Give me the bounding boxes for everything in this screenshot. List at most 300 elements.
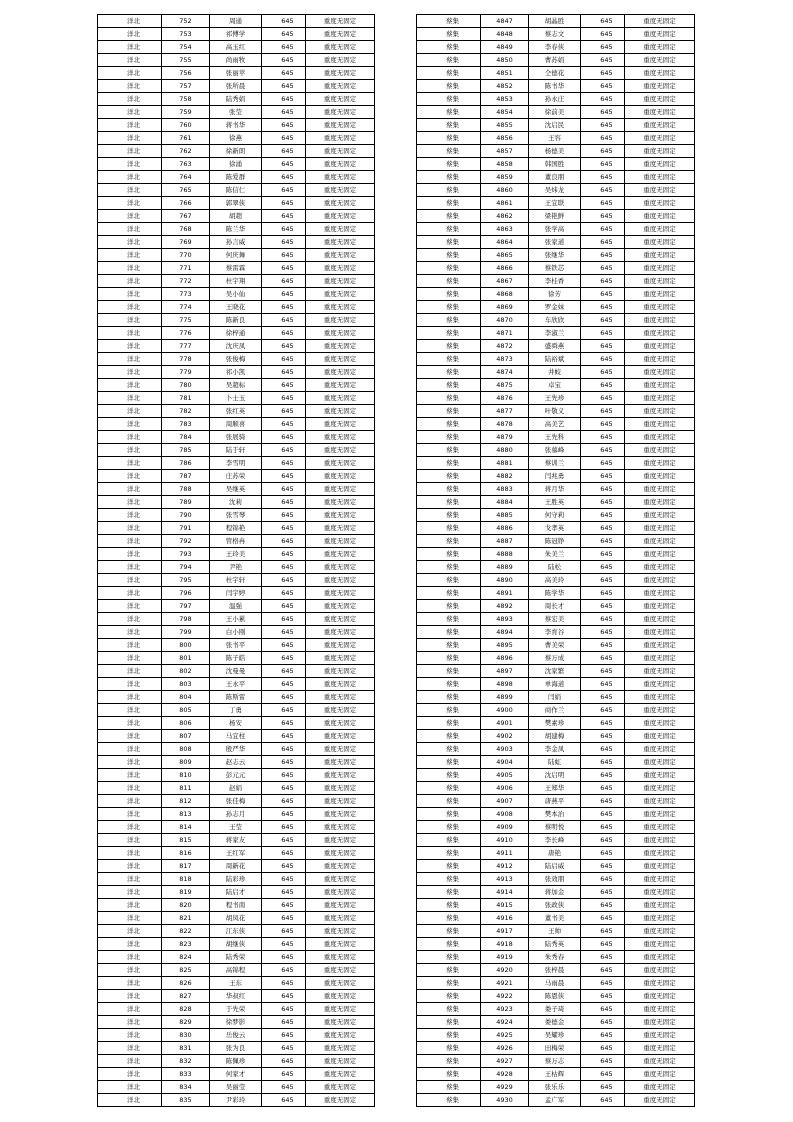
table-row <box>417 951 695 964</box>
number-cell: 814 <box>162 821 210 834</box>
person-name-cell: 吴小仙 <box>210 288 262 301</box>
status-cell: 重度无固定 <box>625 1016 695 1029</box>
duration-cell: 645 <box>262 574 306 587</box>
number-cell: 4905 <box>481 769 529 782</box>
duration-cell: 645 <box>581 288 625 301</box>
duration-cell: 645 <box>262 600 306 613</box>
region-cell: 蔡集 <box>417 964 481 977</box>
status-cell: 重度无固定 <box>306 756 375 769</box>
person-name-cell: 张效朋 <box>529 873 581 886</box>
person-name-cell: 李育谷 <box>529 626 581 639</box>
region-cell: 洋北 <box>98 41 162 54</box>
person-name-cell: 蒋书华 <box>210 119 262 132</box>
status-cell: 重度无固定 <box>625 132 695 145</box>
duration-cell: 645 <box>581 574 625 587</box>
region-cell: 洋北 <box>98 223 162 236</box>
person-name-cell: 叶敬义 <box>529 405 581 418</box>
region-cell: 洋北 <box>98 93 162 106</box>
person-name-cell: 温强 <box>210 600 262 613</box>
duration-cell: 645 <box>581 925 625 938</box>
status-cell: 重度无固定 <box>625 990 695 1003</box>
roster-table-left <box>97 14 375 1107</box>
region-cell: 蔡集 <box>417 977 481 990</box>
number-cell: 788 <box>162 483 210 496</box>
duration-cell: 645 <box>262 769 306 782</box>
number-cell: 812 <box>162 795 210 808</box>
table-row <box>98 912 375 925</box>
person-name-cell: 杜宇翔 <box>210 275 262 288</box>
number-cell: 784 <box>162 431 210 444</box>
number-cell: 4929 <box>481 1081 529 1094</box>
table-row <box>417 587 695 600</box>
person-name-cell: 唐艳 <box>529 847 581 860</box>
number-cell: 795 <box>162 574 210 587</box>
person-name-cell: 单海道 <box>529 678 581 691</box>
duration-cell: 645 <box>262 1003 306 1016</box>
number-cell: 780 <box>162 379 210 392</box>
number-cell: 4925 <box>481 1029 529 1042</box>
number-cell: 4889 <box>481 561 529 574</box>
person-name-cell: 王枯辉 <box>529 1068 581 1081</box>
table-row <box>417 301 695 314</box>
region-cell: 洋北 <box>98 197 162 210</box>
region-cell: 洋北 <box>98 275 162 288</box>
number-cell: 754 <box>162 41 210 54</box>
number-cell: 4920 <box>481 964 529 977</box>
duration-cell: 645 <box>262 275 306 288</box>
status-cell: 重度无固定 <box>306 1055 375 1068</box>
person-name-cell: 沈莉 <box>210 496 262 509</box>
table-row <box>98 509 375 522</box>
number-cell: 813 <box>162 808 210 821</box>
number-cell: 830 <box>162 1029 210 1042</box>
status-cell: 重度无固定 <box>625 288 695 301</box>
duration-cell: 645 <box>262 899 306 912</box>
region-cell: 蔡集 <box>417 834 481 847</box>
number-cell: 4928 <box>481 1068 529 1081</box>
person-name-cell: 陆秀英 <box>529 938 581 951</box>
number-cell: 816 <box>162 847 210 860</box>
duration-cell: 645 <box>262 288 306 301</box>
region-cell: 洋北 <box>98 262 162 275</box>
duration-cell: 645 <box>581 977 625 990</box>
status-cell: 重度无固定 <box>306 223 375 236</box>
status-cell: 重度无固定 <box>306 28 375 41</box>
person-name-cell: 王玲美 <box>210 548 262 561</box>
region-cell: 洋北 <box>98 535 162 548</box>
duration-cell: 645 <box>581 652 625 665</box>
region-cell: 洋北 <box>98 301 162 314</box>
status-cell: 重度无固定 <box>306 54 375 67</box>
person-name-cell: 白小刚 <box>210 626 262 639</box>
status-cell: 重度无固定 <box>306 431 375 444</box>
number-cell: 4901 <box>481 717 529 730</box>
duration-cell: 645 <box>262 886 306 899</box>
table-row <box>98 795 375 808</box>
person-name-cell: 田梅荣 <box>529 1042 581 1055</box>
status-cell: 重度无固定 <box>625 236 695 249</box>
person-name-cell: 何庆舞 <box>210 249 262 262</box>
status-cell: 重度无固定 <box>625 821 695 834</box>
duration-cell: 645 <box>262 93 306 106</box>
table-row <box>417 54 695 67</box>
person-name-cell: 蔡宏美 <box>529 613 581 626</box>
table-row <box>98 28 375 41</box>
person-name-cell: 陆裕斌 <box>529 353 581 366</box>
status-cell: 重度无固定 <box>625 912 695 925</box>
table-row <box>417 574 695 587</box>
number-cell: 799 <box>162 626 210 639</box>
table-row <box>98 496 375 509</box>
region-cell: 蔡集 <box>417 223 481 236</box>
duration-cell: 645 <box>262 548 306 561</box>
table-row <box>98 964 375 977</box>
number-cell: 815 <box>162 834 210 847</box>
status-cell: 重度无固定 <box>625 28 695 41</box>
region-cell: 蔡集 <box>417 730 481 743</box>
number-cell: 4894 <box>481 626 529 639</box>
status-cell: 重度无固定 <box>306 743 375 756</box>
status-cell: 重度无固定 <box>625 600 695 613</box>
status-cell: 重度无固定 <box>625 587 695 600</box>
status-cell: 重度无固定 <box>306 1016 375 1029</box>
duration-cell: 645 <box>262 106 306 119</box>
table-row <box>417 1016 695 1029</box>
table-row <box>98 470 375 483</box>
number-cell: 4858 <box>481 158 529 171</box>
person-name-cell: 高美艺 <box>529 418 581 431</box>
region-cell: 蔡集 <box>417 67 481 80</box>
number-cell: 774 <box>162 301 210 314</box>
status-cell: 重度无固定 <box>625 977 695 990</box>
table-row <box>98 691 375 704</box>
number-cell: 796 <box>162 587 210 600</box>
person-name-cell: 张所晨 <box>210 80 262 93</box>
duration-cell: 645 <box>262 990 306 1003</box>
status-cell: 重度无固定 <box>306 808 375 821</box>
region-cell: 洋北 <box>98 1068 162 1081</box>
region-cell: 蔡集 <box>417 171 481 184</box>
person-name-cell: 蔡明悦 <box>529 821 581 834</box>
duration-cell: 645 <box>262 444 306 457</box>
person-name-cell: 王东 <box>210 977 262 990</box>
region-cell: 洋北 <box>98 249 162 262</box>
table-row <box>98 639 375 652</box>
table-row <box>98 847 375 860</box>
person-name-cell: 李桂香 <box>529 275 581 288</box>
number-cell: 4912 <box>481 860 529 873</box>
status-cell: 重度无固定 <box>306 1003 375 1016</box>
region-cell: 蔡集 <box>417 990 481 1003</box>
duration-cell: 645 <box>581 158 625 171</box>
number-cell: 4922 <box>481 990 529 1003</box>
region-cell: 洋北 <box>98 626 162 639</box>
status-cell: 重度无固定 <box>306 912 375 925</box>
table-row <box>98 366 375 379</box>
status-cell: 重度无固定 <box>306 561 375 574</box>
region-cell: 洋北 <box>98 678 162 691</box>
status-cell: 重度无固定 <box>625 1029 695 1042</box>
status-cell: 重度无固定 <box>625 145 695 158</box>
number-cell: 4848 <box>481 28 529 41</box>
table-row <box>417 808 695 821</box>
region-cell: 蔡集 <box>417 93 481 106</box>
status-cell: 重度无固定 <box>625 444 695 457</box>
table-row <box>98 925 375 938</box>
number-cell: 4903 <box>481 743 529 756</box>
duration-cell: 645 <box>262 158 306 171</box>
region-cell: 洋北 <box>98 704 162 717</box>
table-row <box>417 171 695 184</box>
number-cell: 752 <box>162 15 210 28</box>
table-row <box>417 1094 695 1107</box>
table-row <box>417 626 695 639</box>
number-cell: 771 <box>162 262 210 275</box>
status-cell: 重度无固定 <box>625 1003 695 1016</box>
table-row <box>98 665 375 678</box>
number-cell: 792 <box>162 535 210 548</box>
person-name-cell: 孙言威 <box>210 236 262 249</box>
number-cell: 787 <box>162 470 210 483</box>
table-row <box>98 1016 375 1029</box>
status-cell: 重度无固定 <box>306 1081 375 1094</box>
person-name-cell: 陆松 <box>529 561 581 574</box>
number-cell: 809 <box>162 756 210 769</box>
number-cell: 4892 <box>481 600 529 613</box>
person-name-cell: 陆虹 <box>529 756 581 769</box>
number-cell: 810 <box>162 769 210 782</box>
duration-cell: 645 <box>581 418 625 431</box>
region-cell: 洋北 <box>98 158 162 171</box>
number-cell: 4885 <box>481 509 529 522</box>
table-row <box>417 275 695 288</box>
table-row <box>417 80 695 93</box>
status-cell: 重度无固定 <box>625 704 695 717</box>
person-name-cell: 徐燕 <box>210 132 262 145</box>
duration-cell: 645 <box>262 717 306 730</box>
region-cell: 蔡集 <box>417 782 481 795</box>
duration-cell: 645 <box>581 717 625 730</box>
number-cell: 4887 <box>481 535 529 548</box>
person-name-cell: 陈恩侠 <box>529 990 581 1003</box>
duration-cell: 645 <box>262 15 306 28</box>
duration-cell: 645 <box>581 28 625 41</box>
number-cell: 806 <box>162 717 210 730</box>
duration-cell: 645 <box>262 964 306 977</box>
region-cell: 蔡集 <box>417 535 481 548</box>
number-cell: 803 <box>162 678 210 691</box>
duration-cell: 645 <box>262 1081 306 1094</box>
person-name-cell: 沈家繁 <box>529 665 581 678</box>
person-name-cell: 胡凤花 <box>210 912 262 925</box>
number-cell: 4865 <box>481 249 529 262</box>
status-cell: 重度无固定 <box>625 964 695 977</box>
region-cell: 洋北 <box>98 1042 162 1055</box>
region-cell: 蔡集 <box>417 639 481 652</box>
region-cell: 洋北 <box>98 15 162 28</box>
duration-cell: 645 <box>262 977 306 990</box>
number-cell: 778 <box>162 353 210 366</box>
table-row <box>98 535 375 548</box>
region-cell: 洋北 <box>98 717 162 730</box>
person-name-cell: 张梓晨 <box>529 964 581 977</box>
number-cell: 4918 <box>481 938 529 951</box>
status-cell: 重度无固定 <box>306 652 375 665</box>
table-row <box>98 457 375 470</box>
table-row <box>98 873 375 886</box>
number-cell: 763 <box>162 158 210 171</box>
table-row <box>417 418 695 431</box>
table-row <box>417 236 695 249</box>
duration-cell: 645 <box>581 1094 625 1107</box>
duration-cell: 645 <box>262 184 306 197</box>
person-name-cell: 闫兆勇 <box>529 470 581 483</box>
status-cell: 重度无固定 <box>625 431 695 444</box>
number-cell: 805 <box>162 704 210 717</box>
table-row <box>417 821 695 834</box>
duration-cell: 645 <box>581 808 625 821</box>
duration-cell: 645 <box>581 600 625 613</box>
person-name-cell: 徐芳 <box>529 288 581 301</box>
person-name-cell: 陆于轩 <box>210 444 262 457</box>
region-cell: 洋北 <box>98 769 162 782</box>
table-row <box>417 314 695 327</box>
region-cell: 蔡集 <box>417 717 481 730</box>
number-cell: 817 <box>162 860 210 873</box>
duration-cell: 645 <box>581 444 625 457</box>
duration-cell: 645 <box>581 314 625 327</box>
region-cell: 蔡集 <box>417 210 481 223</box>
status-cell: 重度无固定 <box>625 769 695 782</box>
duration-cell: 645 <box>262 145 306 158</box>
status-cell: 重度无固定 <box>625 509 695 522</box>
person-name-cell: 王红军 <box>210 847 262 860</box>
duration-cell: 645 <box>262 795 306 808</box>
region-cell: 洋北 <box>98 860 162 873</box>
region-cell: 蔡集 <box>417 1068 481 1081</box>
table-row <box>98 730 375 743</box>
person-name-cell: 李淑兰 <box>529 327 581 340</box>
duration-cell: 645 <box>581 223 625 236</box>
region-cell: 洋北 <box>98 743 162 756</box>
person-name-cell: 胡继侠 <box>210 938 262 951</box>
table-row <box>417 353 695 366</box>
table-row <box>417 769 695 782</box>
duration-cell: 645 <box>262 223 306 236</box>
duration-cell: 645 <box>581 366 625 379</box>
number-cell: 4880 <box>481 444 529 457</box>
number-cell: 4893 <box>481 613 529 626</box>
status-cell: 重度无固定 <box>306 366 375 379</box>
table-row <box>98 782 375 795</box>
status-cell: 重度无固定 <box>306 197 375 210</box>
table-row <box>417 197 695 210</box>
table-row <box>417 457 695 470</box>
region-cell: 蔡集 <box>417 340 481 353</box>
status-cell: 重度无固定 <box>306 483 375 496</box>
table-row <box>417 145 695 158</box>
region-cell: 洋北 <box>98 288 162 301</box>
status-cell: 重度无固定 <box>625 54 695 67</box>
duration-cell: 645 <box>581 210 625 223</box>
status-cell: 重度无固定 <box>306 145 375 158</box>
table-row <box>98 678 375 691</box>
roster-table-right <box>416 14 695 1107</box>
table-row <box>98 80 375 93</box>
region-cell: 洋北 <box>98 899 162 912</box>
person-name-cell: 周新花 <box>210 860 262 873</box>
status-cell: 重度无固定 <box>625 67 695 80</box>
region-cell: 蔡集 <box>417 1003 481 1016</box>
status-cell: 重度无固定 <box>306 1068 375 1081</box>
duration-cell: 645 <box>581 54 625 67</box>
status-cell: 重度无固定 <box>625 93 695 106</box>
region-cell: 蔡集 <box>417 275 481 288</box>
table-row <box>98 860 375 873</box>
status-cell: 重度无固定 <box>625 314 695 327</box>
region-cell: 洋北 <box>98 561 162 574</box>
region-cell: 洋北 <box>98 327 162 340</box>
person-name-cell: 樊素珍 <box>529 717 581 730</box>
duration-cell: 645 <box>581 106 625 119</box>
status-cell: 重度无固定 <box>625 717 695 730</box>
table-row <box>98 132 375 145</box>
table-row <box>98 951 375 964</box>
table-row <box>417 223 695 236</box>
table-row <box>98 704 375 717</box>
status-cell: 重度无固定 <box>625 873 695 886</box>
status-cell: 重度无固定 <box>625 782 695 795</box>
roster-table-right-body <box>417 15 695 1107</box>
duration-cell: 645 <box>262 665 306 678</box>
status-cell: 重度无固定 <box>306 834 375 847</box>
number-cell: 4926 <box>481 1042 529 1055</box>
table-row <box>98 145 375 158</box>
table-row <box>417 639 695 652</box>
region-cell: 洋北 <box>98 145 162 158</box>
region-cell: 洋北 <box>98 847 162 860</box>
region-cell: 洋北 <box>98 353 162 366</box>
status-cell: 重度无固定 <box>625 80 695 93</box>
table-row <box>417 977 695 990</box>
person-name-cell: 王莹 <box>210 821 262 834</box>
duration-cell: 645 <box>262 236 306 249</box>
region-cell: 蔡集 <box>417 431 481 444</box>
status-cell: 重度无固定 <box>306 314 375 327</box>
table-row <box>98 353 375 366</box>
number-cell: 824 <box>162 951 210 964</box>
region-cell: 蔡集 <box>417 795 481 808</box>
duration-cell: 645 <box>262 457 306 470</box>
status-cell: 重度无固定 <box>625 808 695 821</box>
region-cell: 蔡集 <box>417 1055 481 1068</box>
duration-cell: 645 <box>262 405 306 418</box>
region-cell: 蔡集 <box>417 951 481 964</box>
status-cell: 重度无固定 <box>625 860 695 873</box>
region-cell: 洋北 <box>98 418 162 431</box>
person-name-cell: 祁傅学 <box>210 28 262 41</box>
table-row <box>98 262 375 275</box>
table-row <box>417 1042 695 1055</box>
person-name-cell: 吴继英 <box>210 483 262 496</box>
number-cell: 4906 <box>481 782 529 795</box>
number-cell: 4898 <box>481 678 529 691</box>
status-cell: 重度无固定 <box>625 756 695 769</box>
region-cell: 洋北 <box>98 106 162 119</box>
number-cell: 818 <box>162 873 210 886</box>
number-cell: 802 <box>162 665 210 678</box>
table-row <box>417 652 695 665</box>
